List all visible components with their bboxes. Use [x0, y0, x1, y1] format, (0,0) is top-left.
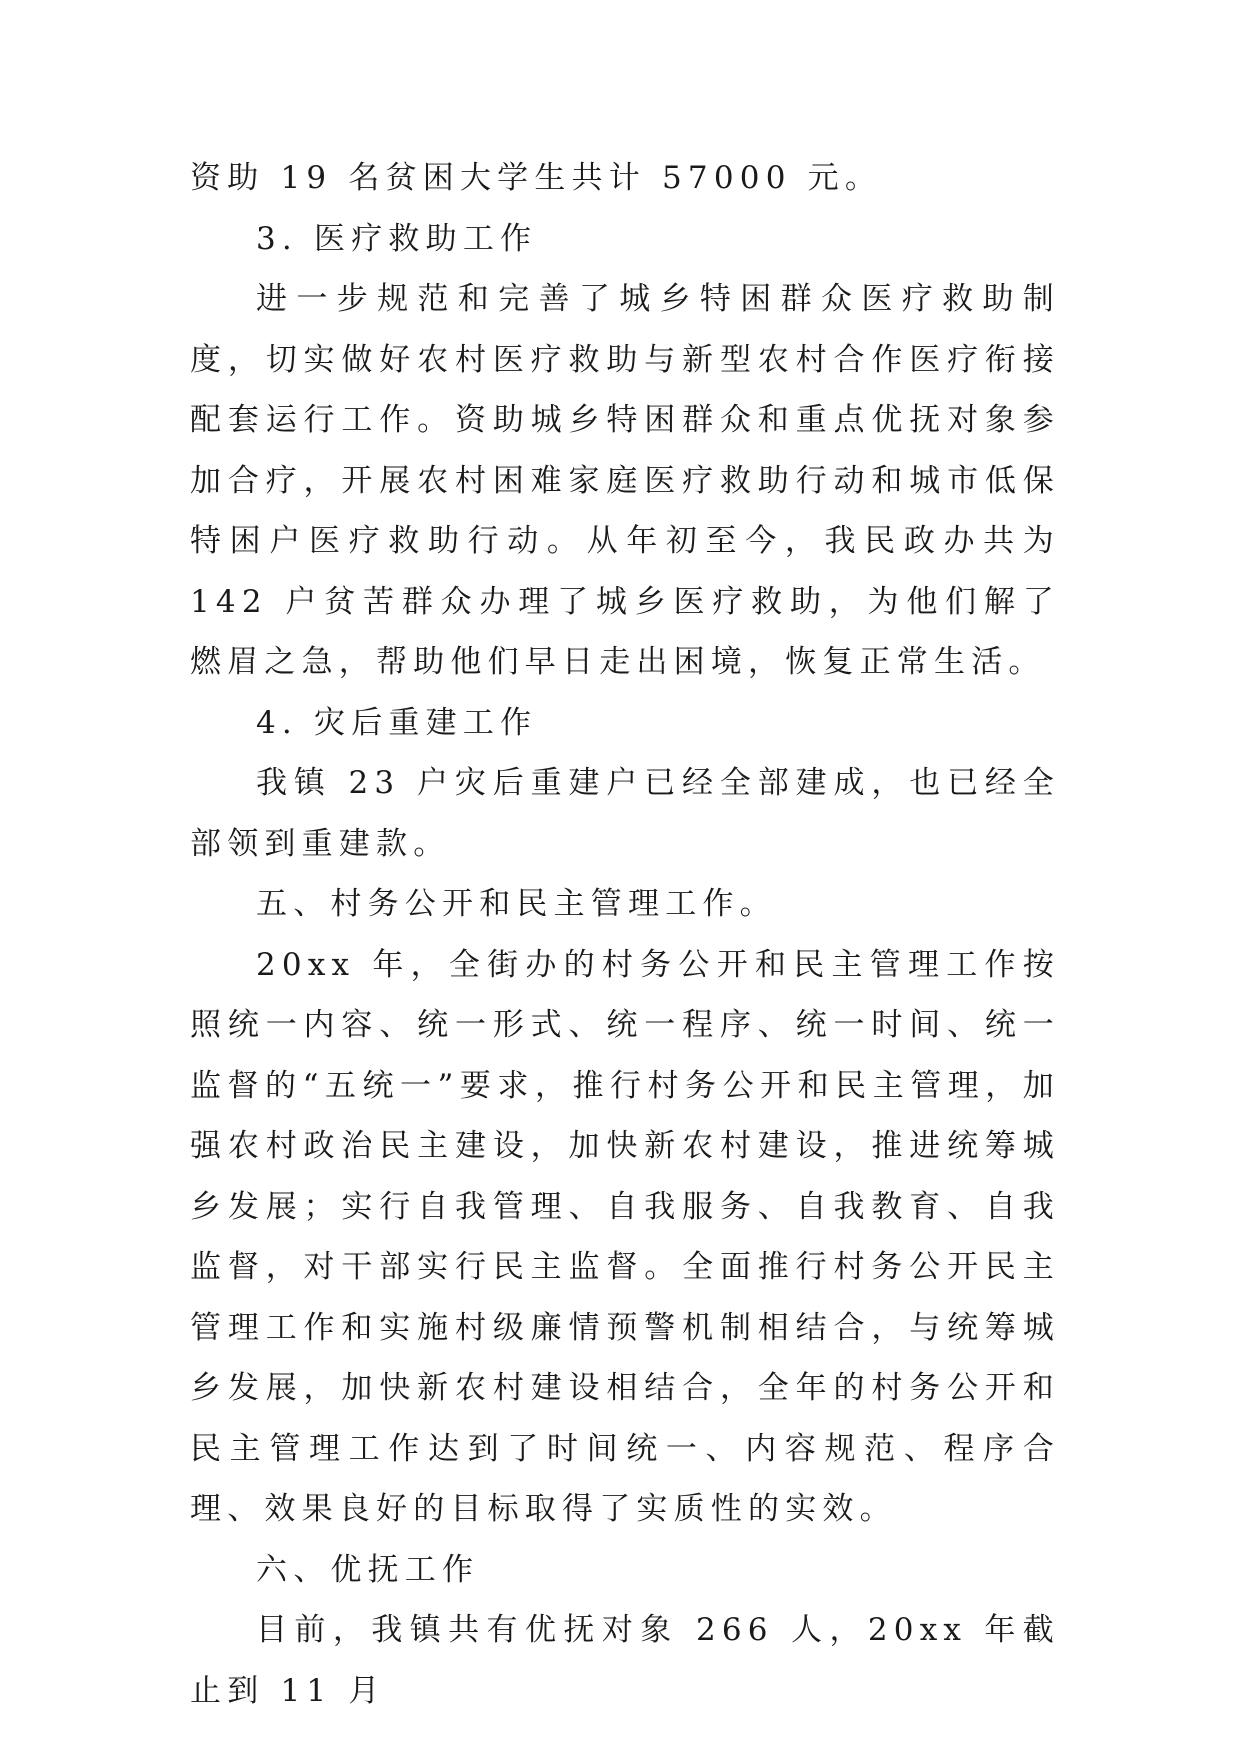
- paragraph-post-disaster-rebuild: 我镇 23 户灾后重建户已经全部建成，也已经全部领到重建款。: [190, 765, 1060, 862]
- heading-village-affairs: 五、村务公开和民主管理工作。: [256, 886, 777, 922]
- heading-special-care: 六、优抚工作: [256, 1551, 480, 1588]
- paragraph-subsidy-continuation: 资助 19 名贫困大学生共计 57000 元。: [190, 160, 883, 196]
- heading-medical-aid: 3. 医疗救助工作: [256, 220, 538, 257]
- paragraph-medical-aid: 进一步规范和完善了城乡特困群众医疗救助制度，切实做好农村医疗救助与新型农村合作医疗衔接配套运行工作。资助城乡特困群众和重点优抚对象参加合疗，开展农村困难家庭医疗救助行动和城市低保特困户医疗救助行动。从年初至今，我民政办共为 142 户贫苦群众办理了城乡医疗救助，为他们解了燃眉之急，帮助他们早日走出困境，恢复正常生活。: [190, 281, 1060, 680]
- heading-post-disaster-rebuild: 4. 灾后重建工作: [256, 704, 538, 741]
- document-body: [190, 148, 1060, 1721]
- paragraph-village-affairs: 20xx 年，全街办的村务公开和民主管理工作按照统一内容、统一形式、统一程序、统一时间、统一监督的“五统一”要求，推行村务公开和民主管理，加强农村政治民主建设，加快新农村建设，推进统筹城乡发展；实行自我管理、自我服务、自我教育、自我监督，对干部实行民主监督。全面推行村务公开民主管理工作和实施村级廉情预警机制相结合，与统筹城乡发展，加快新农村建设相结合，全年的村务公开和民主管理工作达到了时间统一、内容规范、程序合理、效果良好的目标取得了实质性的实效。: [190, 946, 1060, 1527]
- paragraph-special-care: 目前，我镇共有优抚对象 266 人，20xx 年截止到 11 月: [190, 1612, 1060, 1709]
